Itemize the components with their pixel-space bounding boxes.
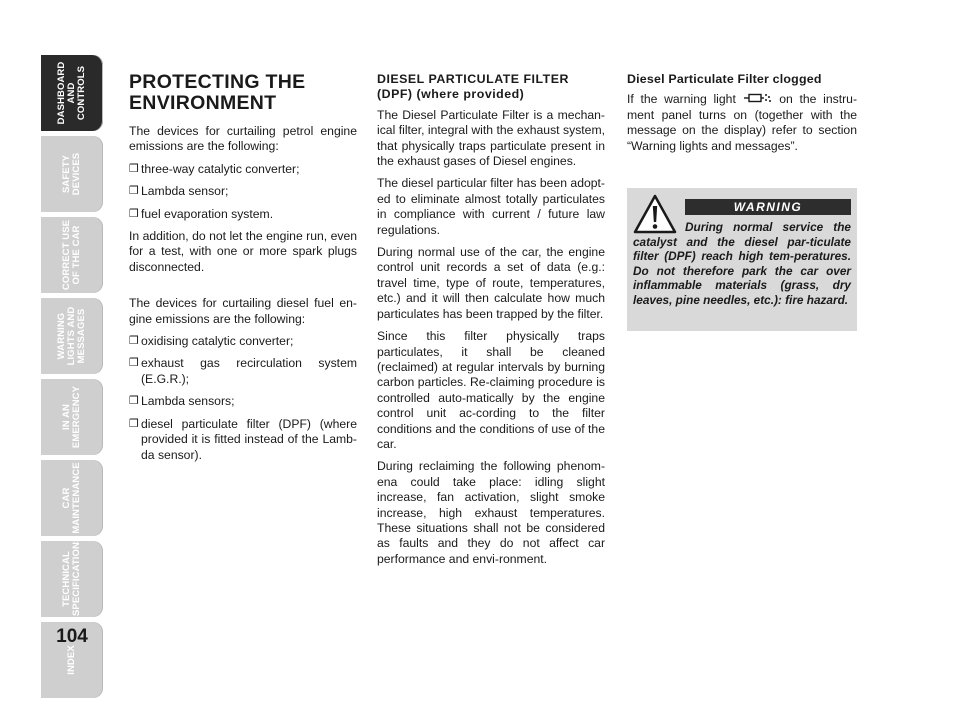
tab-safety-devices[interactable] <box>41 136 103 212</box>
page-number: 104 <box>56 626 88 647</box>
list-item: ❒ exhaust gas recirculation system (E.G.R.); <box>129 356 357 386</box>
petrol-intro: The devices for curtailing petrol engine emissions are the following: <box>129 124 357 154</box>
tab-label: DASHBOARD AND CONTROLS <box>56 61 87 125</box>
checkbox-bullet-icon: ❒ <box>129 335 139 348</box>
list-item: ❒ fuel evaporation system. <box>129 206 274 221</box>
petrol-note: In addition, do not let the engine run, even for a test, with one or more spark plugs disconnected. <box>129 229 357 274</box>
column-dpf <box>377 72 605 574</box>
paragraph: During reclaiming the following phenom-ena could take place: idling slight increase, fan activation, slight smoke increase, high exhaust temperatures. These situations shall not be considered as faults and they do not affect car performance and envi-ronment. <box>377 459 605 566</box>
tab-technical-specifications[interactable] <box>41 535 103 617</box>
paragraph: The Diesel Particulate Filter is a mechan-ical filter, integral with the exhaust system, that physically traps particulate present in the exhaust gases of Diesel engines. <box>377 107 605 169</box>
tab-in-an-emergency[interactable] <box>41 379 103 455</box>
warning-box <box>627 188 857 331</box>
section-title-dpf: DIESEL PARTICULATE FILTER (DPF) (where provided) <box>377 72 569 102</box>
tab-label: SAFETY DEVICES <box>61 152 82 196</box>
page-title: PROTECTING THE ENVIRONMENT <box>129 71 306 114</box>
list-item: ❒ three-way catalytic converter; <box>129 161 300 176</box>
checkbox-bullet-icon: ❒ <box>129 185 139 198</box>
checkbox-bullet-icon: ❒ <box>129 357 139 370</box>
paragraph: If the warning light on the instru-ment panel turns on (together with the message on the display) refer to section “Warning lights and messages”. <box>627 92 857 153</box>
tab-label: CAR MAINTENANCE <box>61 462 82 534</box>
tab-warning-lights[interactable] <box>41 298 103 374</box>
warning-text: During normal service the catalyst and the diesel par-ticulate filter (DPF) reach high tem-peratures. Do not therefore park the car over inflammable materials (grass, dry leaves, pine needles, etc.): fire hazard. <box>633 220 851 307</box>
tab-correct-use[interactable] <box>41 217 103 293</box>
checkbox-bullet-icon: ❒ <box>129 162 139 175</box>
tab-car-maintenance[interactable] <box>41 460 103 536</box>
column-environment <box>129 72 357 470</box>
tab-label: TECHNICAL SPECIFICATIONS <box>61 535 82 616</box>
list-item: ❒ diesel particulate filter (DPF) (where provided it is fitted instead of the Lamb-da sensor). <box>129 416 357 462</box>
list-item: ❒ Lambda sensor; <box>129 184 229 199</box>
tab-label: INDEX <box>66 645 77 675</box>
list-item: ❒ oxidising catalytic converter; <box>129 334 294 349</box>
paragraph: The diesel particular filter has been adopt-ed to eliminate almost totally particulates in compliance with current / future law regulations. <box>377 176 605 237</box>
dpf-warning-icon <box>743 92 773 104</box>
tab-label: IN AN EMERGENCY <box>61 385 82 449</box>
warning-header: WARNING <box>685 199 851 215</box>
tab-label: CORRECT USE OF THE CAR <box>61 219 82 291</box>
tab-dashboard-and-controls[interactable] <box>41 55 103 131</box>
paragraph: Since this filter physically traps particulates, it shall be cleaned (reclaimed) at regular intervals by burning carbon particles. Re-claiming procedure is controlled auto-matically by the engine control unit ac-cording to the filter conditions and the conditions of use of the car. <box>377 329 605 451</box>
checkbox-bullet-icon: ❒ <box>129 207 139 220</box>
tab-label: WARNING LIGHTS AND MESSAGES <box>56 306 87 366</box>
checkbox-bullet-icon: ❒ <box>129 395 139 408</box>
list-item: ❒ Lambda sensors; <box>129 394 235 409</box>
checkbox-bullet-icon: ❒ <box>129 417 139 430</box>
diesel-intro: The devices for curtailing diesel fuel en-gine emissions are the following: <box>129 296 357 326</box>
section-title-dpf-clogged: Diesel Particulate Filter clogged <box>627 72 822 86</box>
paragraph: During normal use of the car, the engine control unit records a set of data (e.g.: travel time, type of route, temperatures, etc.) and it will then calculate how much particulates has been trapped by the filter. <box>377 245 605 321</box>
column-dpf-clogged <box>627 72 857 161</box>
